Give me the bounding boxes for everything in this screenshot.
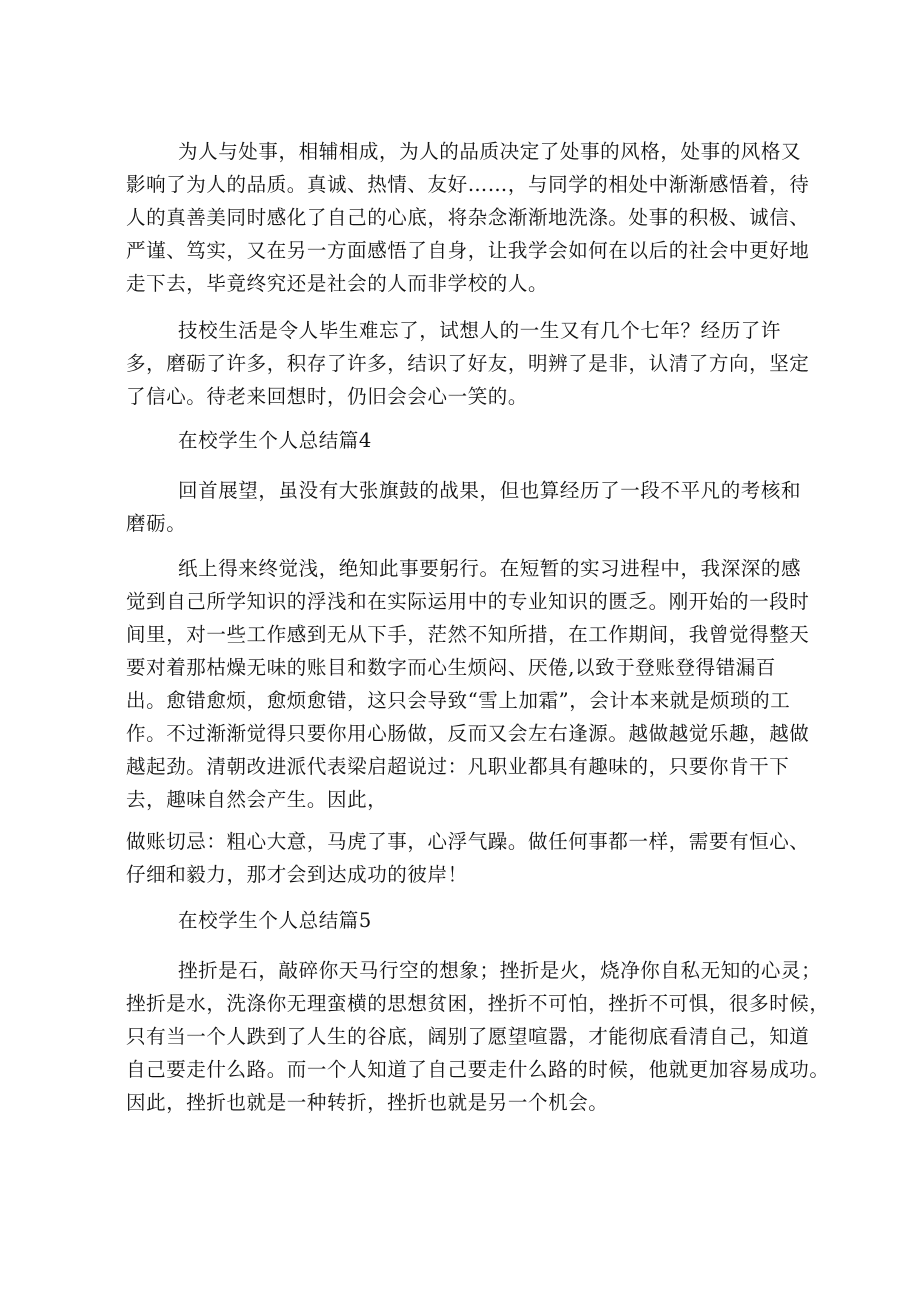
text-line: 要对着那枯燥无味的账目和数字而心生烦闷、厌倦,以致于登账登得错漏百 [126, 656, 776, 679]
text-line: 磨砺。 [126, 512, 187, 535]
text-line: 了信心。待老来回想时，仍旧会会心一笑的。 [126, 385, 529, 408]
text-line: 自己要走什么路。而一个人知道了自己要走什么路的时候，他就更加容易成功。 [126, 1058, 830, 1081]
text-line: 多，磨砺了许多，积存了许多，结识了好友，明辨了是非，认清了方向，坚定 [126, 352, 810, 375]
text-line: 纸上得来终觉浅，绝知此事要躬行。在短暂的实习进程中，我深深的感 [178, 557, 802, 580]
text-line: 仔细和毅力，那才会到达成功的彼岸！ [126, 863, 468, 886]
text-line: 人的真善美同时感化了自己的心底，将杂念渐渐地洗涤。处事的积极、诚信、 [126, 206, 810, 229]
text-line: 做账切忌：粗心大意，马虎了事，心浮气躁。做任何事都一样，需要有恒心、 [126, 830, 810, 853]
text-line: 因此，挫折也就是一种转折，挫折也就是另一个机会。 [126, 1091, 609, 1114]
paragraph-conduct [126, 135, 820, 300]
text-line: 越起劲。清朝改进派代表梁启超说过：凡职业都具有趣味的，只要你肯干下 [126, 755, 790, 778]
text-line: 挫折是水，洗涤你无理蛮横的思想贫困，挫折不可怕，挫折不可惧，很多时候， [126, 992, 830, 1015]
text-line: 技校生活是令人毕生难忘了，试想人的一生又有几个七年？经历了许 [178, 319, 782, 342]
text-line: 作。不过渐渐觉得只要你用心肠做，反而又会左右逢源。越做越觉乐趣，越做 [126, 722, 810, 745]
paragraph-review [126, 474, 820, 540]
section-heading-4: 在校学生个人总结篇4 [178, 429, 372, 452]
section-heading-5: 在校学生个人总结篇5 [178, 909, 372, 932]
text-line: 间里，对一些工作感到无从下手，茫然不知所措，在工作期间，我曾觉得整天 [126, 623, 810, 646]
text-line: 为人与处事，相辅相成，为人的品质决定了处事的风格，处事的风格又 [178, 140, 802, 163]
text-line: 出。愈错愈烦，愈烦愈错，这只会导致“雪上加霜”，会计本来就是烦琐的工 [126, 689, 791, 712]
text-line: 回首展望，虽没有大张旗鼓的战果，但也算经历了一段不平凡的考核和 [178, 479, 802, 502]
paragraph-setbacks [126, 954, 830, 1119]
text-line: 觉到自己所学知识的浮浅和在实际运用中的专业知识的匮乏。刚开始的一段时 [126, 590, 810, 613]
text-line: 挫折是石，敲碎你天马行空的想象；挫折是火，烧净你自私无知的心灵； [178, 959, 822, 982]
text-line: 只有当一个人跌到了人生的谷底，阔别了愿望喧嚣，才能彻底看清自己，知道 [126, 1025, 810, 1048]
text-line: 影响了为人的品质。真诚、热情、友好……，与同学的相处中渐渐感悟着，待 [126, 173, 810, 196]
text-line: 去，趣味自然会产生。因此， [126, 788, 388, 811]
paragraph-bookkeeping [126, 825, 820, 891]
paragraph-internship [126, 552, 820, 816]
text-line: 严谨、笃实，又在另一方面感悟了自身，让我学会如何在以后的社会中更好地 [126, 239, 810, 262]
paragraph-school-life [126, 314, 820, 413]
text-line: 走下去，毕竟终究还是社会的人而非学校的人。 [126, 272, 549, 295]
